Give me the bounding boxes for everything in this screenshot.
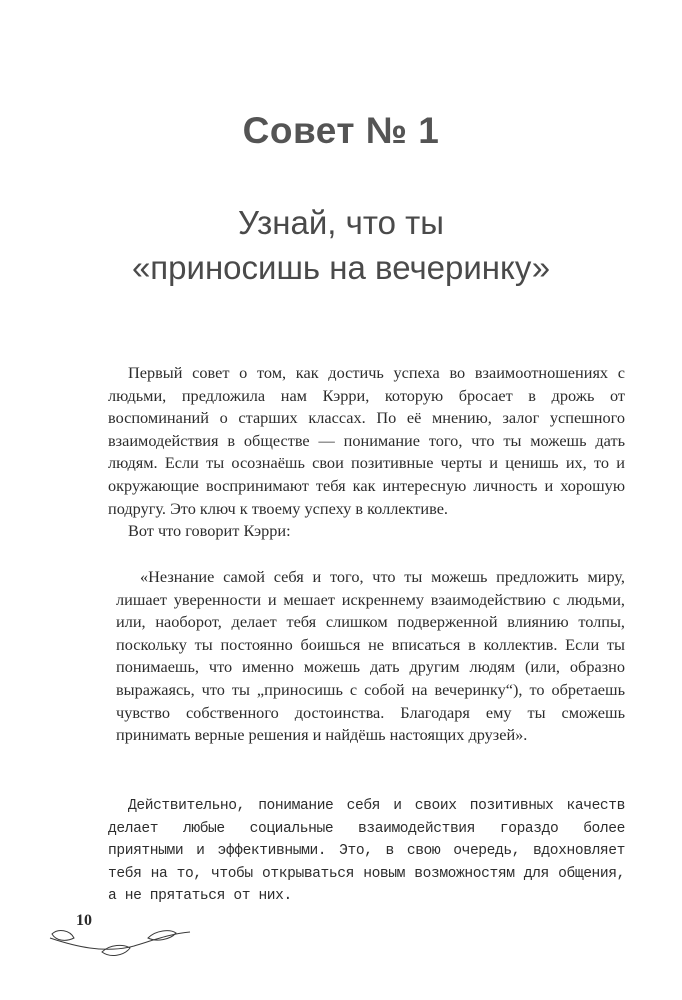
paragraph-1: Первый совет о том, как достичь успеха во взаимоотношениях с людьми, предложила нам Кэрри, которую бросает в дрожь от воспоминаний о старших классах. По её мнению, залог успешного взаимодействия в обществе — понимание того, что ты можешь дать людям. Если ты осознаёшь свои позитивные черты и ценишь их, то и окружающие воспринимают тебя как интересную личность и хорошую подругу. Это ключ к твоему успеху в коллективе. <box>108 363 625 518</box>
paragraph-2: Вот что говорит Кэрри: <box>128 521 291 541</box>
chapter-title: Совет № 1 <box>242 110 440 151</box>
page-number: 10 <box>76 912 92 929</box>
chapter-subtitle-line-2: «приносишь на вечеринку» <box>131 249 551 286</box>
conclusion-text <box>108 795 625 908</box>
intro-text <box>108 362 625 543</box>
leaf-vine-ornament-icon <box>44 924 194 964</box>
chapter-subtitle <box>0 200 682 290</box>
chapter-subtitle-line-1: Узнай, что ты <box>238 204 444 241</box>
quote-block: «Незнание самой себя и того, что ты можешь предложить миру, лишает уверенности и мешает искреннему взаимодействию с людьми, или, наоборот, делает тебя слишком подверженной влиянию толпы, поскольку ты постоянно боишься не вписаться в коллектив. Если ты понимаешь, что именно можешь дать другим людям (или, образно выражаясь, что ты „приносишь с собой на вечеринку“), то обретаешь чувство собственного достоинства. Благодаря ему ты сможешь принимать верные решения и найдёшь настоящих друзей». <box>116 567 625 745</box>
paragraph-conclusion: Действительно, понимание себя и своих позитивных качеств делает любые социальные взаимодействия гораздо более приятными и эффективными. Это, в свою очередь, вдохновляет тебя на то, чтобы открываться новым возможностям для общения, а не прятаться от них. <box>108 798 625 905</box>
